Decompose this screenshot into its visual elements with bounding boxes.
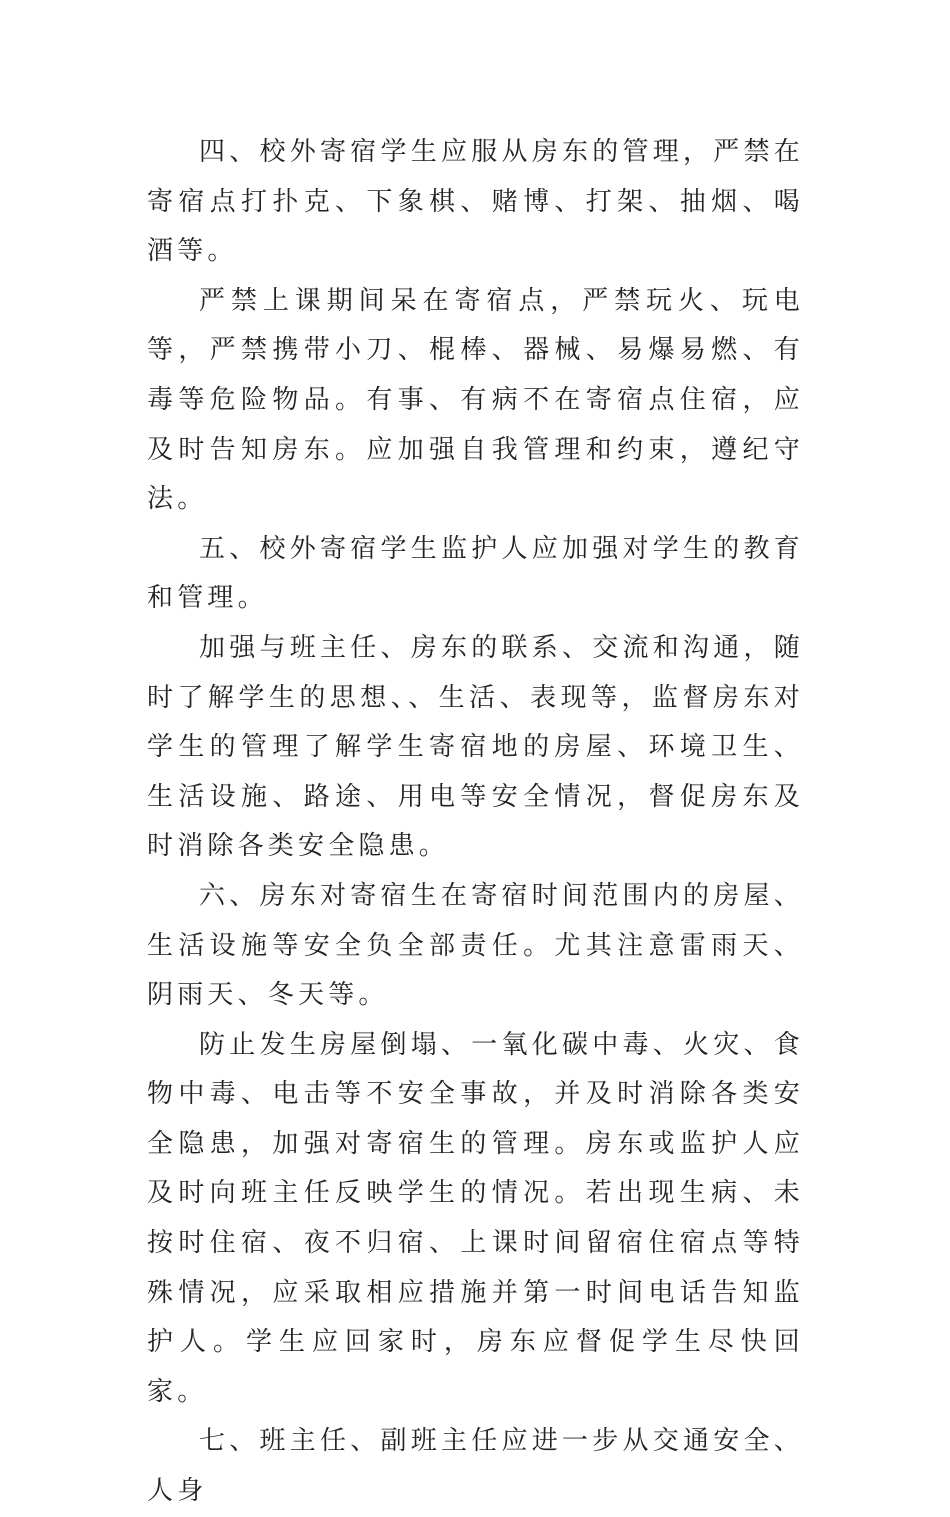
paragraph-rule-six: 六、房东对寄宿生在寄宿时间范围内的房屋、生活设施等安全负全部责任。尤其注意雷雨天、阴雨天、冬天等。: [147, 880, 804, 1011]
paragraph-guardian-duties: 加强与班主任、房东的联系、交流和沟通，随时了解学生的思想、、生活、表现等，监督房东对学生的管理了解学生寄宿地的房屋、环境卫生、生活设施、路途、用电等安全情况，督促房东及时消除各类安全隐患。: [147, 632, 804, 862]
paragraph-rule-seven: 七、班主任、副班主任应进一步从交通安全、人身: [147, 1426, 804, 1507]
paragraph-rule-four: 四、校外寄宿学生应服从房东的管理，严禁在寄宿点打扑克、下象棋、赌博、打架、抽烟、喝酒等。: [147, 137, 804, 267]
paragraph-rule-five: 五、校外寄宿学生监护人应加强对学生的教育和管理。: [147, 533, 804, 614]
paragraph-accident-prevention: 防止发生房屋倒塌、一氧化碳中毒、火灾、食物中毒、电击等不安全事故，并及时消除各类安全隐患，加强对寄宿生的管理。房东或监护人应及时向班主任反映学生的情况。若出现生病、未按时住宿、夜不归宿、上课时间留宿住宿点等特殊情况，应采取相应措施并第一时间电话告知监护人。学生应回家时，房东应督促学生尽快回家。: [147, 1029, 804, 1407]
paragraph-prohibitions: 严禁上课期间呆在寄宿点，严禁玩火、玩电等，严禁携带小刀、棍棒、器械、易爆易燃、有毒等危险物品。有事、有病不在寄宿点住宿，应及时告知房东。应加强自我管理和约束，遵纪守法。: [147, 285, 804, 515]
document-body: [147, 128, 804, 1517]
